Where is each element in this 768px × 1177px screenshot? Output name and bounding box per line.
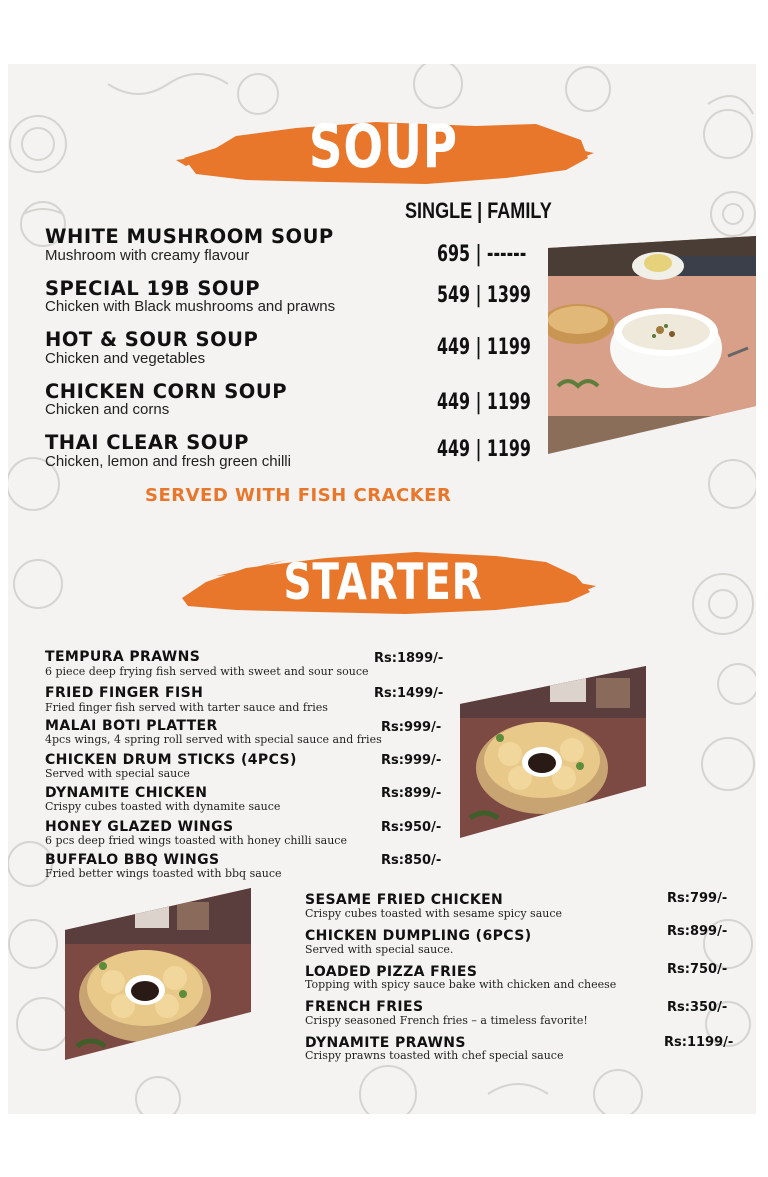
starter-item-price: Rs:899/- [381,786,442,801]
soup-item-name: THAI CLEAR SOUP [45,431,249,454]
starter-item-name: CHICKEN DRUM STICKS (4PCS) [45,752,297,768]
starter-item-desc: Crispy seasoned French fries – a timeless favorite! [305,1014,588,1027]
starter-item-price: Rs:850/- [381,853,442,868]
starter-item-name: SESAME FRIED CHICKEN [305,892,504,908]
starter-item-price: Rs:899/- [667,924,728,939]
soup-column-headers [405,198,552,224]
starter-item-desc: Topping with spicy sauce bake with chicken and cheese [305,978,617,991]
soup-item-price: 549 | 1399 [437,283,531,308]
starter-item-price: Rs:1199/- [664,1035,734,1050]
soup-item-price: 449 | 1199 [437,437,531,462]
soup-item-desc: Chicken and vegetables [45,350,206,367]
starter-item-name: HONEY GLAZED WINGS [45,819,234,835]
starter-item-desc: Served with special sauce. [305,943,454,956]
starter-item-name: BUFFALO BBQ WINGS [45,852,220,868]
starter-item-desc: 6 pcs deep fried wings toasted with honey chilli sauce [45,834,347,847]
soup-note: SERVED WITH FISH CRACKER [145,485,452,506]
starter-item-desc: Crispy cubes toasted with dynamite sauce [45,800,281,813]
starter-item-desc: Served with special sauce [45,767,190,780]
soup-item-desc: Chicken and corns [45,401,170,418]
dumpling-steamer-photo [460,658,646,838]
starter-item-desc: 4pcs wings, 4 spring roll served with special sauce and fries [45,733,382,746]
soup-item-price: 695 | ------ [437,242,527,267]
starter-item-name: FRENCH FRIES [305,999,424,1015]
single-column-header: SINGLE [405,198,473,223]
starter-item-name: CHICKEN DUMPLING (6PCS) [305,928,532,944]
starter-item-name: DYNAMITE CHICKEN [45,785,208,801]
soup-item-name: WHITE MUSHROOM SOUP [45,225,334,248]
starter-item-name: DYNAMITE PRAWNS [305,1035,466,1051]
starter-item-price: Rs:1499/- [374,686,444,701]
starter-item-desc: Fried better wings toasted with bbq sauce [45,867,282,880]
starter-item-name: LOADED PIZZA FRIES [305,964,478,980]
soup-item-desc: Mushroom with creamy flavour [45,247,250,264]
starter-item-name: FRIED FINGER FISH [45,685,204,701]
column-divider: | [477,198,488,223]
soup-item-name: CHICKEN CORN SOUP [45,380,287,403]
menu-page [8,64,756,1114]
starter-item-price: Rs:750/- [667,962,728,977]
starter-item-price: Rs:950/- [381,820,442,835]
starter-item-desc: Fried finger fish served with tarter sauce and fries [45,701,328,714]
soup-item-price: 449 | 1199 [437,390,531,415]
soup-item-name: SPECIAL 19B SOUP [45,277,261,300]
starter-item-desc: 6 piece deep frying fish served with sweet and sour souce [45,665,369,678]
starter-item-price: Rs:999/- [381,720,442,735]
family-column-header: FAMILY [487,198,552,223]
starter-item-desc: Crispy prawns toasted with chef special sauce [305,1049,564,1062]
starter-item-price: Rs:350/- [667,1000,728,1015]
starter-item-price: Rs:999/- [381,753,442,768]
soup-item-name: HOT & SOUR SOUP [45,328,259,351]
soup-item-desc: Chicken with Black mushrooms and prawns [45,298,336,315]
soup-item-desc: Chicken, lemon and fresh green chilli [45,453,291,470]
starter-item-price: Rs:1899/- [374,651,444,666]
starter-heading: STARTER [283,553,483,611]
soup-item-price: 449 | 1199 [437,335,531,360]
soup-heading: SOUP [308,112,458,182]
starter-item-desc: Crispy cubes toasted with sesame spicy sauce [305,907,563,920]
starter-item-name: TEMPURA PRAWNS [45,649,201,665]
starter-item-name: MALAI BOTI PLATTER [45,718,218,734]
soup-bowl-photo [548,236,756,454]
dumpling-steamer-photo [65,884,251,1064]
starter-item-price: Rs:799/- [667,891,728,906]
